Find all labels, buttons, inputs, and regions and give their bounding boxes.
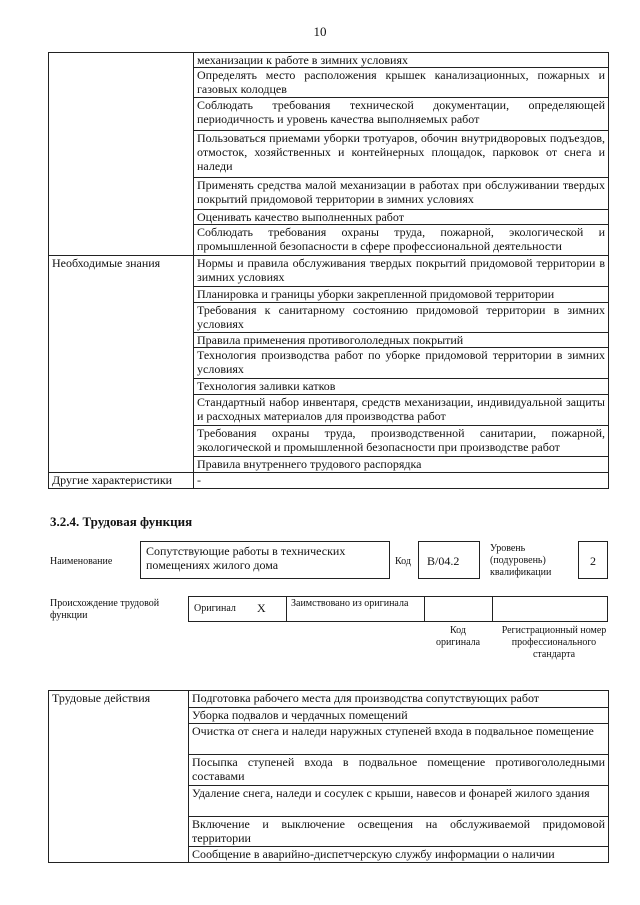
knowledge-row: Технология производства работ по уборке придомовой территории в зимних условиях xyxy=(194,348,609,379)
other-characteristics-label: Другие характеристики xyxy=(49,473,194,489)
code-original-caption: Код оригинала xyxy=(435,625,481,648)
registration-number-caption: Регистрационный номер профессионального стандарта xyxy=(501,625,607,660)
action-row: Сообщение в аварийно-диспетчерскую службу информации о наличии xyxy=(189,847,609,863)
actions-table xyxy=(48,690,609,863)
code-value: В/04.2 xyxy=(427,554,460,568)
function-name-box xyxy=(140,541,390,579)
skill-row: Соблюдать требования охраны труда, пожарной, экологической и промышленной безопасности в сфере профессиональной деятельности xyxy=(194,225,609,256)
origin-label: Происхождение трудовой функции xyxy=(50,598,160,621)
original-mark: X xyxy=(257,601,266,615)
skill-row: Определять место расположения крышек канализационных, пожарных и газовых колодцев xyxy=(194,68,609,98)
action-row: Уборка подвалов и чердачных помещений xyxy=(189,708,609,724)
skill-row: механизации к работе в зимних условиях xyxy=(194,53,609,68)
knowledge-row: Нормы и правила обслуживания твердых покрытий придомовой территории в зимних условиях xyxy=(194,256,609,287)
origin-row xyxy=(188,596,608,622)
skill-row: Оценивать качество выполненных работ xyxy=(194,210,609,225)
knowledge-row: Правила применения противогололедных покрытий xyxy=(194,333,609,348)
name-label: Наименование xyxy=(50,556,113,567)
level-box xyxy=(578,541,608,579)
level-label: Уровень (подуровень) квалификации xyxy=(490,543,552,578)
divider xyxy=(424,597,425,621)
action-row: Удаление снега, наледи и сосулек с крыши, навесов и фонарей жилого здания xyxy=(189,786,609,817)
original-label: Оригинал xyxy=(194,603,236,614)
actions-label: Трудовые действия xyxy=(49,691,189,863)
skill-row: Пользоваться приемами уборки тротуаров, обочин внутридворовых подъездов, отмосток, хозяйственных и контейнерных площадок, парковок от снега и наледи xyxy=(194,131,609,178)
level-value: 2 xyxy=(590,554,596,568)
skill-row: Соблюдать требования технической документации, определяющей периодичность и уровень качества выполняемых работ xyxy=(194,98,609,131)
page-number: 10 xyxy=(313,24,327,39)
skills-knowledge-table xyxy=(48,52,609,489)
knowledge-row: Правила внутреннего трудового распорядка xyxy=(194,457,609,473)
knowledge-row: Требования к санитарному состоянию придомовой территории в зимних условиях xyxy=(194,303,609,333)
action-row: Очистка от снега и наледи наружных ступеней входа в подвальное помещение xyxy=(189,724,609,755)
knowledge-row: Требования охраны труда, производственной санитарии, пожарной, экологической и промышленной безопасности при производстве работ xyxy=(194,426,609,457)
knowledge-row: Планировка и границы уборки закрепленной придомовой территории xyxy=(194,287,609,303)
skills-label-cell xyxy=(49,53,194,256)
code-label: Код xyxy=(395,556,411,567)
action-row: Посыпка ступеней входа в подвальное помещение противогололедными составами xyxy=(189,755,609,786)
code-box xyxy=(418,541,480,579)
action-row: Включение и выключение освещения на обслуживаемой придомовой территории xyxy=(189,817,609,847)
borrowed-label: Заимствовано из оригинала xyxy=(291,598,409,609)
divider xyxy=(492,597,493,621)
other-characteristics-value: - xyxy=(194,473,609,489)
function-name-value: Сопутствующие работы в технических помещениях жилого дома xyxy=(146,544,346,572)
skill-row: Применять средства малой механизации в работах при обслуживании твердых покрытий придомовой территории в зимних условиях xyxy=(194,178,609,210)
knowledge-label: Необходимые знания xyxy=(49,256,194,473)
knowledge-row: Технология заливки катков xyxy=(194,379,609,395)
divider xyxy=(286,597,287,621)
action-row: Подготовка рабочего места для производства сопутствующих работ xyxy=(189,691,609,708)
section-title: 3.2.4. Трудовая функция xyxy=(50,514,193,529)
knowledge-row: Стандартный набор инвентаря, средств механизации, индивидуальной защиты и расходных материалов для производства работ xyxy=(194,395,609,426)
